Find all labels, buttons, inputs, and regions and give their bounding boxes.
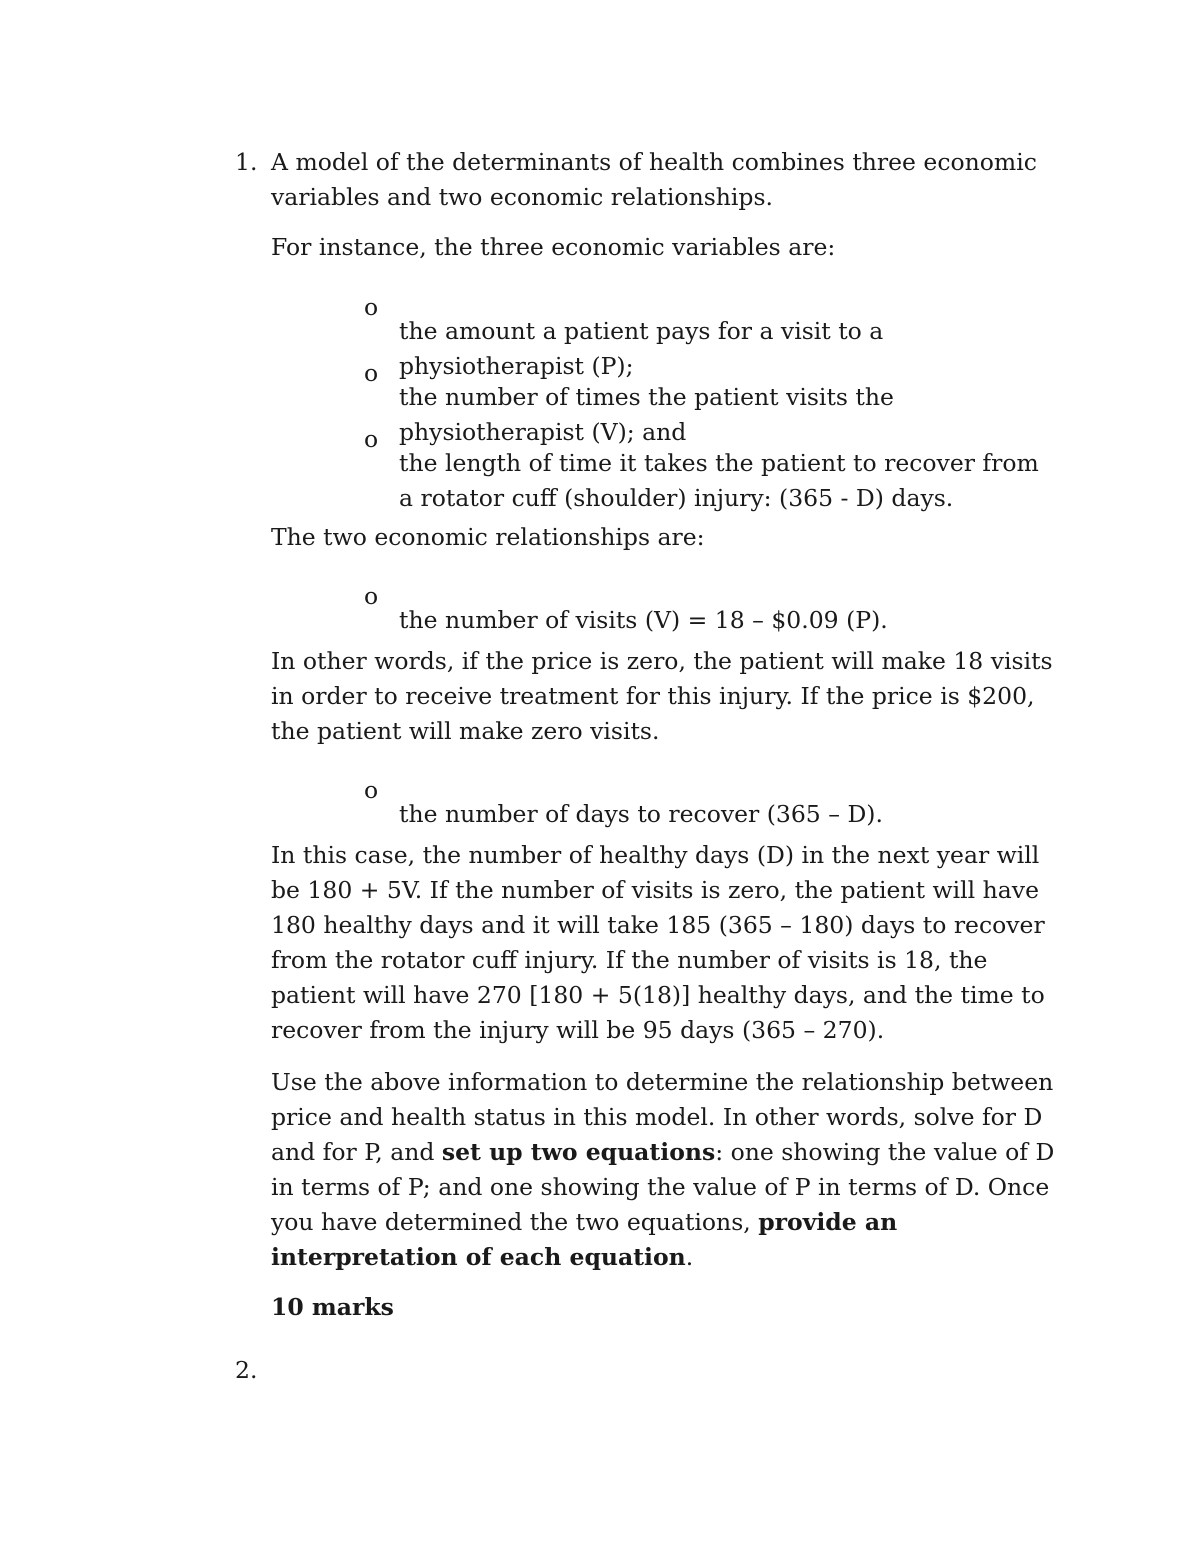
task-emphasis: provide an interpretation of each equation — [271, 1208, 898, 1271]
bullet-marker: o — [364, 582, 379, 610]
relationship-days: the number of days to recover (365 – D). — [399, 799, 883, 828]
bullet-marker: o — [364, 776, 379, 804]
explanation-days: In this case, the number of healthy days (D) in the next year will be 180 + 5V. If the number of visits is zero, the patient will have 180 healthy days and it will take 185 (365 – 180) days to recover from the rotator cuff injury. If the number of visits is 18, the patient will have 270 [180 + 5(18)] healthy days, and the time to recover from the injury will be 95 days (365 – 270). — [271, 841, 1045, 1044]
bullet-marker: o — [364, 293, 379, 321]
task-instructions — [271, 1065, 1061, 1275]
question-1-number: 1. — [235, 148, 258, 176]
question-1-intro: A model of the determinants of health combines three economic variables and two economic relationships. — [271, 148, 1037, 211]
task-text: . — [685, 1243, 694, 1271]
bullet-marker: o — [364, 359, 379, 387]
variable-item-recovery: the length of time it takes the patient to recover from a rotator cuff (shoulder) injury: (365 - D) days. — [399, 448, 1039, 512]
task-text: : one showing the value of D in terms of P; and one showing the value of P in terms of D. Once you have determined the two equations, — [271, 1138, 1055, 1236]
bullet-marker: o — [364, 425, 379, 453]
variable-item-price: the amount a patient pays for a visit to a physiotherapist (P); — [399, 316, 884, 380]
variables-heading: For instance, the three economic variables are: — [271, 233, 836, 261]
relationship-visits: the number of visits (V) = 18 – $0.09 (P). — [399, 605, 888, 634]
task-emphasis: set up two equations — [441, 1138, 716, 1166]
task-text: Use the above information to determine the relationship between price and health status in this model. In other words, solve for D and for P, and — [271, 1068, 1054, 1166]
marks-label: 10 marks — [271, 1293, 394, 1321]
relationships-heading: The two economic relationships are: — [271, 523, 705, 551]
explanation-visits: In other words, if the price is zero, the patient will make 18 visits in order to receive treatment for this injury. If the price is $200, the patient will make zero visits. — [271, 647, 1053, 745]
question-2-number: 2. — [235, 1356, 258, 1384]
variable-item-visits: the number of times the patient visits the physiotherapist (V); and — [399, 382, 894, 446]
